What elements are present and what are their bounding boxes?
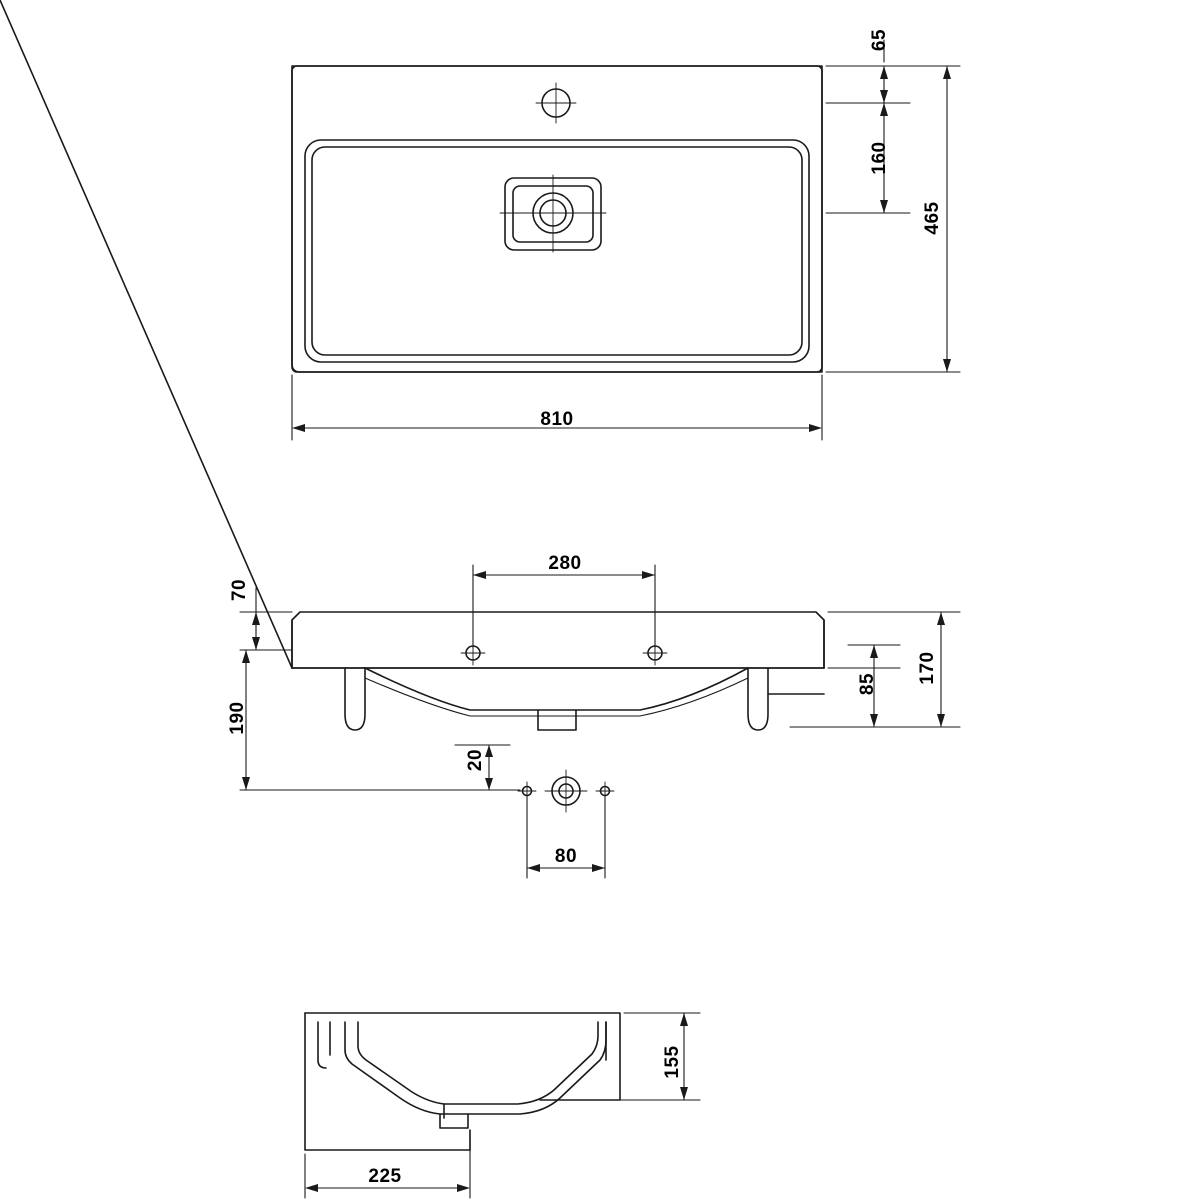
dimension-label-465: 465 (922, 201, 943, 235)
fixing-holes-front (518, 770, 614, 812)
dimension-label-85: 85 (857, 672, 878, 696)
dimension-label-155: 155 (662, 1045, 683, 1079)
dimension-label-160: 160 (869, 141, 890, 175)
dimension-label-225: 225 (368, 1166, 402, 1187)
tap-holes-front (461, 641, 667, 665)
dimension-label-65: 65 (869, 28, 890, 52)
waste-area-top (500, 175, 606, 252)
top-view-outline (292, 66, 822, 372)
dimension-280 (473, 565, 655, 648)
dimension-label-190: 190 (227, 701, 248, 735)
dimension-label-70: 70 (229, 578, 250, 602)
tap-hole-top (536, 83, 576, 123)
dimension-label-170: 170 (917, 651, 938, 685)
dimension-label-810: 810 (540, 409, 574, 430)
dimension-label-80: 80 (554, 846, 578, 867)
side-view-outline (305, 1013, 620, 1150)
front-view-outline (0, 0, 824, 730)
dimension-label-280: 280 (548, 553, 582, 574)
dimension-label-20: 20 (465, 748, 486, 772)
